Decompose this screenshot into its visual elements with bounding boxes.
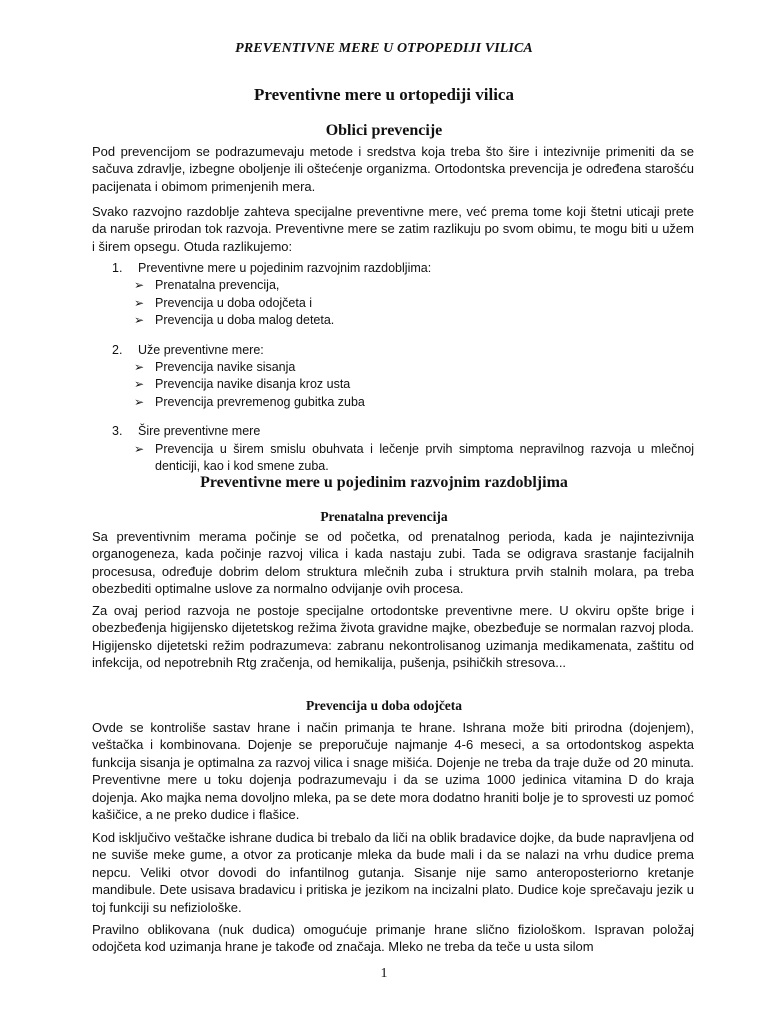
running-header: PREVENTIVNE MERE U OTPOPEDIJI VILICA: [235, 41, 533, 56]
arrow-bullet-icon: ➢: [134, 295, 145, 310]
paragraph: Kod isključivo veštačke ishrane dudica bi trebalo da liči na oblik bradavice dojke, da bude napravljena od ne suviše meke gume, a otvor za proticanje mleka da bude mali i da se nalazi na vrhu dudice prema nepcu. Veliki otvor dovodi do infantilnog gutanja. Sisanje nije samo anteroposteriorno kretanje mandibule. Dete usisava bradavicu i pritiska je jezikom na incizalni plato. Dudice koje sprečavaju jezik u toj funkciji su nefiziološke.: [92, 830, 694, 915]
sub-list-item: ➢ Prevencija u širem smislu obuhvata i lečenje prvih simptoma nepravilnog razvoja u mlečnoj denticiji, kao i kod smene zuba.: [134, 441, 694, 474]
sub-list-item: ➢ Prevencija u doba malog deteta.: [92, 312, 694, 329]
section-heading-razdoblja: Preventivne mere u pojedinim razvojnim razdobljima: [200, 474, 568, 491]
paragraph: Za ovaj period razvoja ne postoje specijalne ortodontske preventivne mere. U okviru opšte brige i obezbeđenja higijensko dijetetskog režima života gravidne majke, obezbeđuje se normalan razvoj ploda. Higijensko dijetetski režim podrazumeva: zabranu nekontrolisanog uzimanja medikamenata, zaštitu od infekcija, od nepotrebnih Rtg zračenja, od hemikalija, pušenja, psihičkih stresova...: [92, 603, 694, 671]
arrow-bullet-icon: ➢: [134, 377, 145, 392]
sub-list: [92, 359, 694, 411]
paragraph: Pod prevencijom se podrazumevaju metode i sredstva koja treba što šire i intezivnije primeniti da se sačuva zdravlje, izbegne obolјenje ili oštećenje organizma. Ortodontska prevencija je određena starošću pacijenata i obimom primenjenih mera.: [92, 144, 694, 194]
sub-list-item: ➢ Prevencija u doba odojčeta i: [92, 295, 694, 312]
list-number: 2.: [112, 342, 123, 357]
paragraph: Pravilno oblikovana (nuk dudica) omogućuje primanje hrane slično fiziološkom. Ispravan položaj odojčeta kod uzimanja hrane je takođe od značaja. Mleko ne treba da teče u usta silom: [92, 922, 694, 955]
paragraph: Ovde se kontroliše sastav hrane i način primanja te hrane. Ishrana može biti prirodna (dojenjem), veštačka i kombinovana. Dojenje se preporučuje najmanje 4-6 meseci, a sa ortodontskog aspekta funkcija sisanja je optimalna za razvoj vilica i snage mišića. Dojenje ne treba da traje duže od 20 minuta. Preventivne mere u toku dojenja podrazumevaju i da se uzima 1000 jedinica vitamina D do kraja dojenja. Ako majka nema dovoljno mleka, pa se dete mora dodatno hraniti bolje je to sprovesti uz pomoć kašičice, a ne preko dudice i flašice.: [92, 720, 694, 823]
paragraph: Svako razvojno razdoblje zahteva specijalne preventivne mere, već prema tome koji štetni uticaji prete da naruše prirodan tok razvoja. Preventivne mere se zatim razlikuju po svom obimu, te mogu biti u užem i širem opsegu. Otuda razlikujemo:: [92, 204, 694, 254]
section-heading-oblici: Oblici prevencije: [325, 122, 443, 139]
list-item: [92, 423, 694, 440]
sub-list: [92, 277, 694, 329]
arrow-bullet-icon: ➢: [134, 394, 145, 409]
prevention-list: [92, 260, 694, 475]
sub-list-item: ➢ Prevencija navike disanja kroz usta: [92, 376, 694, 393]
paragraph: Sa preventivnim merama počinje se od početka, od prenatalnog perioda, kada je najintezivnija organogeneza, kada počinje razvoj vilica i kada nastaju zubi. Tada se odigrava srastanje facijalnih procesusa, određuje dobrim delom struktura mlečnih zuba i struktura prvih stalnih molara, pa treba obezbediti optimalne uslove za normalno odvijanje ovih procesa.: [92, 529, 694, 597]
sub-list-item: ➢ Prevencija navike sisanja: [92, 359, 694, 376]
document-title: Preventivne mere u ortopediji vilica: [254, 85, 514, 104]
list-item: [92, 260, 694, 277]
sub-list-item: ➢ Prevencija prevremenog gubitka zuba: [92, 394, 694, 411]
page-number: 1: [380, 966, 388, 981]
arrow-bullet-icon: ➢: [134, 278, 145, 293]
list-number: 3.: [112, 424, 123, 439]
arrow-bullet-icon: ➢: [134, 441, 145, 456]
arrow-bullet-icon: ➢: [134, 313, 145, 328]
arrow-bullet-icon: ➢: [134, 360, 145, 375]
list-label: Preventivne mere u pojedinim razvojnim razdobljima:: [138, 261, 432, 275]
subsection-heading-prenatalna: Prenatalna prevencija: [320, 509, 448, 524]
sub-list-item: ➢ Prenatalna prevencija,: [92, 277, 694, 294]
list-number: 1.: [112, 261, 123, 275]
list-item: [92, 342, 694, 359]
sub-list: [92, 441, 694, 476]
subsection-heading-odojce: Prevencija u doba odojčeta: [305, 698, 463, 713]
list-label: Šire preventivne mere: [138, 424, 261, 439]
list-label: Uže preventivne mere:: [138, 342, 264, 357]
